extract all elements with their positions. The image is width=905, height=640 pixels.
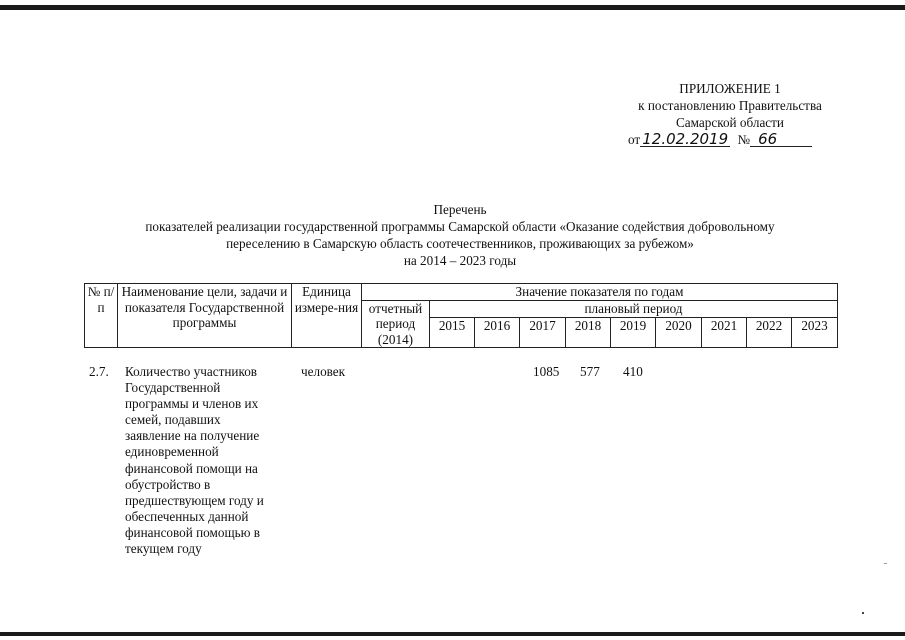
- indicator-name-line: программы и членов их: [125, 396, 259, 412]
- indicator-name-line: предшествующем году и: [125, 492, 264, 508]
- row-indicator-name: [125, 364, 290, 557]
- handwritten-number: 66: [750, 132, 812, 147]
- header-year: 2022: [747, 317, 792, 347]
- row-value-2018: 577: [580, 364, 600, 379]
- header-report-period: отчетный период (2014): [362, 300, 430, 348]
- title-line-1: Перечень: [433, 202, 487, 217]
- header-col-name: Наименование цели, задачи и показателя Государственной программы: [118, 284, 292, 348]
- header-col-no: № п/п: [85, 284, 118, 348]
- header-year: 2015: [430, 317, 475, 347]
- title-line-4: на 2014 – 2023 годы: [403, 253, 517, 268]
- indicator-name-line: Количество участников: [125, 364, 258, 379]
- header-year: 2021: [702, 317, 747, 347]
- row-number: 2.7.: [89, 364, 109, 379]
- title-line-2: показателей реализации государственной программы Самарской области «Оказание содействия добровольному: [145, 219, 775, 234]
- bottom-border-line: [0, 632, 905, 636]
- header-year: 2019: [611, 317, 656, 347]
- appendix-line-1: к постановлению Правительства: [638, 98, 822, 113]
- appendix-block: [600, 80, 860, 131]
- header-col-unit: Единица измере-ния: [292, 284, 362, 348]
- indicator-name-line: семей, подавших: [125, 412, 221, 428]
- scan-speck: [884, 563, 887, 564]
- row-unit: человек: [301, 364, 346, 379]
- appendix-date-row: [628, 131, 812, 148]
- document-title: [60, 201, 860, 269]
- indicator-name-line: финансовой помощью в: [125, 524, 260, 540]
- indicator-name-line: текущем году: [125, 541, 202, 557]
- top-border-line: [0, 5, 905, 10]
- scan-speck: [862, 612, 864, 614]
- header-year: 2016: [475, 317, 520, 347]
- indicator-name-line: финансовой помощи на: [125, 460, 258, 476]
- header-plan-group: плановый период: [430, 300, 838, 317]
- indicator-name-line: заявление на получение: [125, 428, 260, 444]
- header-year: 2020: [656, 317, 702, 347]
- title-line-3: переселению в Самарскую область соотечественников, проживающих за рубежом»: [226, 236, 694, 251]
- indicator-name-line: обеспеченных данной: [125, 508, 249, 524]
- indicator-name-line: обустройство в: [125, 476, 211, 492]
- date-prefix: от: [628, 132, 641, 147]
- header-values-group: Значение показателя по годам: [362, 284, 838, 301]
- number-label: №: [737, 132, 751, 147]
- header-year: 2023: [792, 317, 838, 347]
- appendix-title: ПРИЛОЖЕНИЕ 1: [679, 81, 781, 96]
- indicators-table-header: [84, 283, 838, 348]
- header-year: 2017: [520, 317, 566, 347]
- header-year: 2018: [566, 317, 611, 347]
- indicator-name-line: единовременной: [125, 444, 219, 460]
- handwritten-date: 12.02.2019: [640, 132, 730, 147]
- row-value-2017: 1085: [533, 364, 560, 379]
- appendix-line-2: Самарской области: [676, 115, 784, 130]
- row-value-2019: 410: [623, 364, 643, 379]
- indicator-name-line: Государственной: [125, 380, 221, 396]
